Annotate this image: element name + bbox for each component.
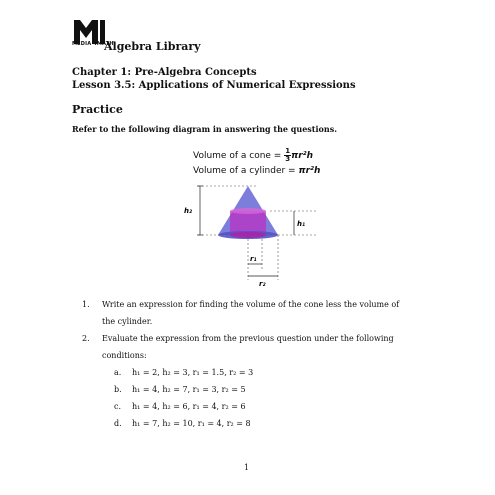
cone-formula-label: Volume of a cone =	[193, 151, 282, 161]
cylinder-formula	[193, 166, 320, 176]
r1-label: r₁	[250, 255, 257, 263]
cone-formula	[193, 148, 313, 163]
instructions: Refer to the following diagram in answering the questions.	[72, 124, 337, 134]
one-third-fraction: $\frac{1}{3}$	[285, 147, 291, 163]
question-item: 2. Evaluate the expression from the previous question under the following conditions: a. h₁ = 2, h₂ = 3, r₁ = 1.5, r₂ = 3 b. h₁ = 4, h₂ = 7, r₁ = 3, r₂ = 5 c. h₁ = 4, h₂ = 6, r₁ = 4, r₂ = 6 d. h₁ = 7, h₂ = 10, r₁ = 4, r₂ = 8	[82, 330, 442, 432]
condition-item: a. h₁ = 2, h₂ = 3, r₁ = 1.5, r₂ = 3	[114, 368, 254, 377]
page-number: 1	[244, 463, 250, 472]
section-title: Practice	[72, 103, 123, 116]
cylinder-formula-expression: πr²h	[298, 166, 321, 176]
cylinder-formula-label: Volume of a cylinder =	[193, 166, 296, 176]
logo-text: MEDIA 4MATH	[72, 41, 114, 47]
h2-label: h₂	[184, 207, 193, 215]
question-list	[82, 296, 442, 432]
h1-label: h₁	[297, 220, 306, 228]
condition-item: b. h₁ = 4, h₂ = 7, r₁ = 3, r₂ = 5	[114, 385, 246, 394]
question-item: 1. Write an expression for finding the volume of the cone less the volume of the cylinder.	[82, 300, 400, 326]
cone-formula-expression: πr²h	[291, 151, 314, 161]
chapter-title: Chapter 1: Pre-Algebra Concepts	[72, 67, 257, 78]
cone-cylinder-diagram	[170, 180, 330, 290]
condition-item: d. h₁ = 7, h₂ = 10, r₁ = 4, r₂ = 8	[114, 419, 251, 428]
condition-item: c. h₁ = 4, h₂ = 6, r₁ = 4, r₂ = 6	[114, 402, 246, 411]
library-title: Algebra Library	[104, 40, 201, 53]
r2-label: r₂	[259, 280, 266, 288]
chapter-heading	[72, 66, 356, 92]
lesson-title: Lesson 3.5: Applications of Numerical Expressions	[72, 80, 356, 91]
